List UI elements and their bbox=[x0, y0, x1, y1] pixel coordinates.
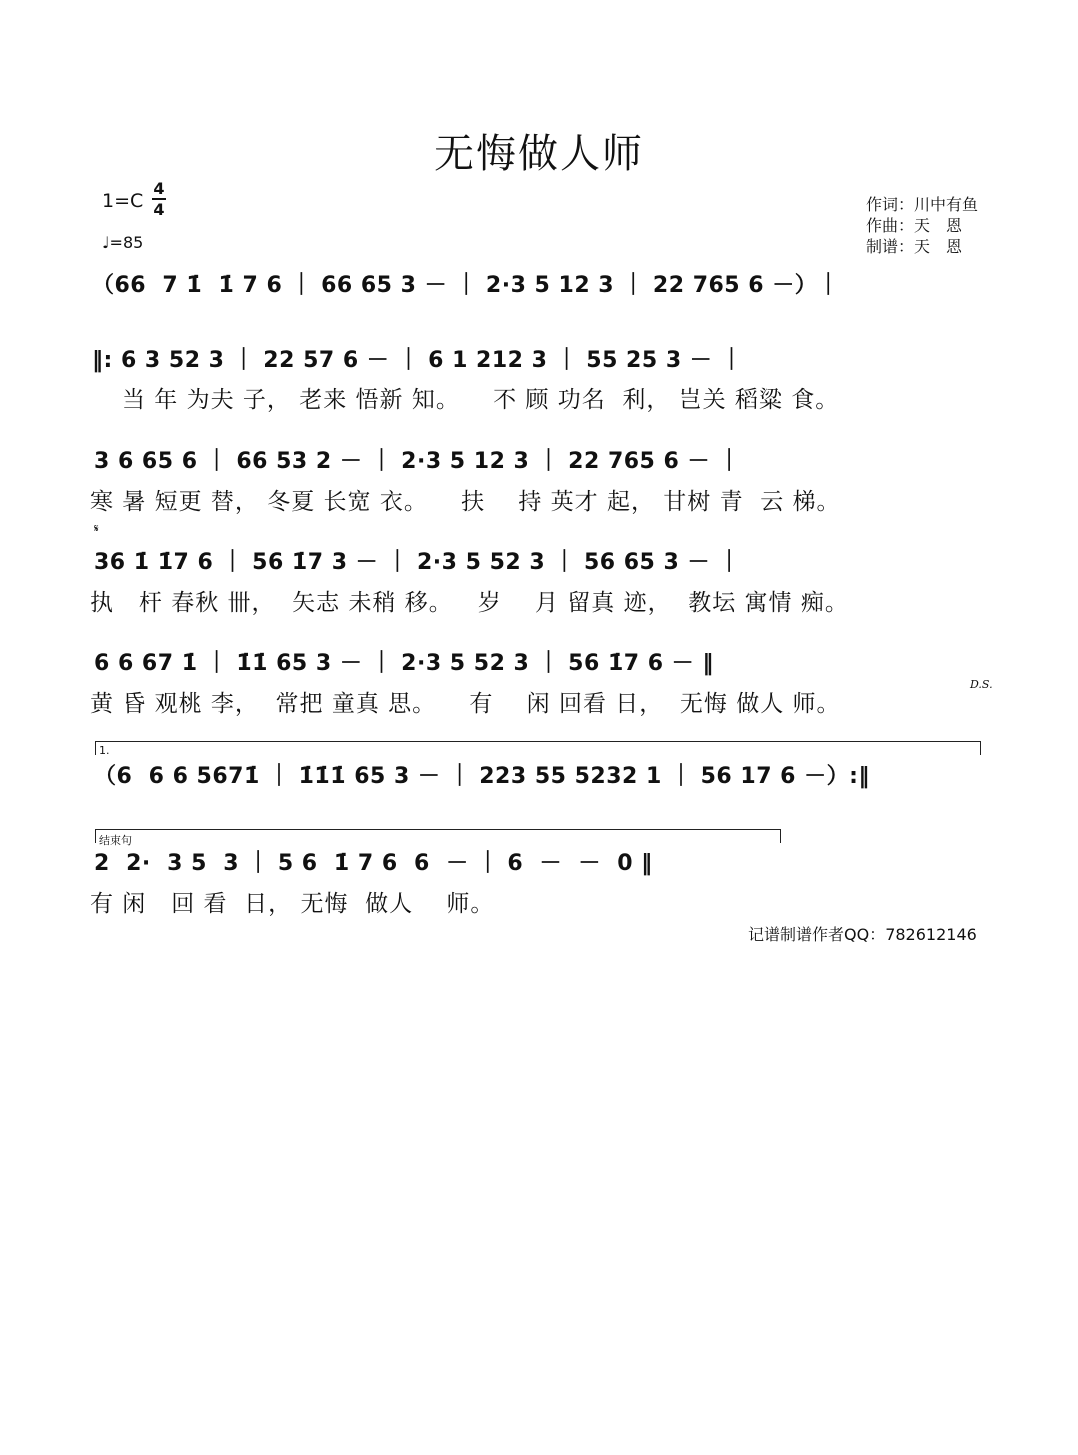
page-title: 无悔做人师 bbox=[434, 131, 644, 177]
score-line-3-notes: 3 6 65 6 ｜ 66 53 2 － ｜ 2·3 5 12 3 ｜ 22 765 6 － ｜ bbox=[94, 449, 741, 474]
composer-credit: 作曲：天 恩 bbox=[866, 216, 963, 235]
time-signature-top: 4 bbox=[153, 179, 165, 198]
segno-sign: 𝄋 bbox=[94, 522, 99, 535]
score-line-5-notes: 6 6 67 1̇ ｜ 1̇1̇ 65 3 － ｜ 2·3 5 52 3 ｜ 56 1̇7 6 － ‖ bbox=[94, 651, 714, 676]
ending-label: 结束句 bbox=[99, 834, 132, 847]
arranger-credit: 制谱：天 恩 bbox=[866, 237, 963, 256]
time-signature bbox=[152, 180, 166, 218]
score-line-6-notes: （6 6 6 5671̇ ｜ 1̇1̇1̇ 65 3 － ｜ 223 55 5232 1 ｜ 56 17 6 －）:‖ bbox=[94, 764, 870, 789]
score-line-3-lyrics: 寒 暑 短更 替， 冬夏 长宽 衣。 扶 持 英才 起， 甘树 青 云 梯。 bbox=[90, 489, 841, 515]
volta-bracket-left bbox=[95, 741, 96, 755]
score-line-5-lyrics: 黄 昏 观桃 李， 常把 童真 思。 有 闲 回看 日， 无悔 做人 师。 bbox=[90, 691, 841, 717]
volta-bracket bbox=[95, 741, 981, 742]
score-line-2-notes: ‖: 6 3 52 3 ｜ 22 57 6 － ｜ 6 1 212 3 ｜ 55 25 3 － ｜ bbox=[92, 348, 743, 373]
score-line-4-lyrics: 执 杆 春秋 卌， 矢志 未稍 移。 岁 月 留真 迹， 教坛 寓情 痴。 bbox=[90, 590, 849, 616]
ending-bracket-right bbox=[780, 829, 781, 843]
score-line-4-notes: 36 1̇ 1̇7 6 ｜ 56 1̇7 3 － ｜ 2·3 5 52 3 ｜ 56 65 3 － ｜ bbox=[94, 550, 741, 575]
ending-bracket-left bbox=[95, 829, 96, 843]
tempo-marking: ♩=85 bbox=[102, 233, 144, 252]
da-segno-mark: D.S. bbox=[970, 678, 993, 691]
key-signature: 1=C bbox=[102, 190, 144, 212]
score-line-7-notes: 2 2· 3 5 3 ｜ 5 6 1̇ 7 6 6 － ｜ 6 － － 0 ‖ bbox=[94, 851, 653, 876]
score-line-7-lyrics: 有 闲 回 看 日， 无悔 做人 师。 bbox=[90, 891, 495, 917]
volta-number: 1. bbox=[99, 744, 110, 757]
ending-bracket bbox=[95, 829, 780, 830]
score-line-1-notes: （66 7 1̇ 1̇ 7 6 ｜ 66 65 3 － ｜ 2·3 5 12 3 ｜ 22 765 6 －）｜ bbox=[92, 273, 840, 298]
transcriber-contact: 记谱制谱作者QQ：782612146 bbox=[748, 925, 977, 944]
score-line-2-lyrics: 当 年 为夫 子， 老来 悟新 知。 不 顾 功名 利， 岂关 稻粱 食。 bbox=[122, 387, 840, 413]
lyricist-credit: 作词：川中有鱼 bbox=[866, 195, 979, 214]
time-signature-bottom: 4 bbox=[153, 200, 165, 219]
volta-bracket-right bbox=[980, 741, 981, 755]
